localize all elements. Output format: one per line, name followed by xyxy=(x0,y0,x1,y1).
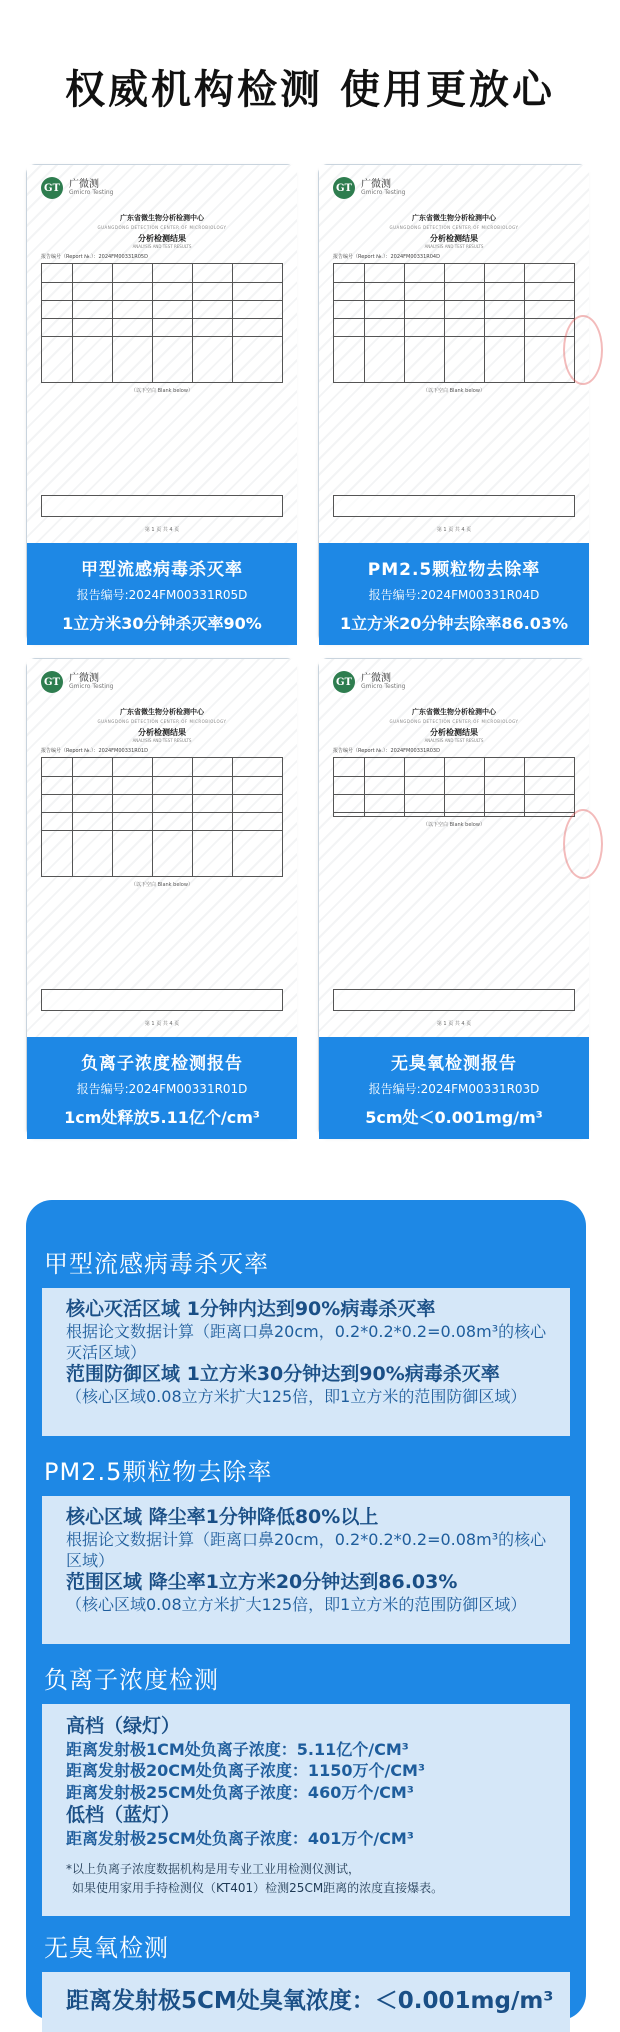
card-caption xyxy=(27,543,297,645)
doc-report-number: 报告编号（Report №.）：2024FM00331R03D xyxy=(333,748,440,754)
doc-title: 分析检测结果 xyxy=(138,234,186,243)
gmicro-logo xyxy=(41,177,283,199)
section-box-pm25 xyxy=(42,1496,570,1644)
card-report-number: 报告编号:2024FM00331R01D xyxy=(76,1082,248,1096)
doc-page-number: 第 1 页 共 4 页 xyxy=(144,527,180,533)
doc-page-number: 第 1 页 共 4 页 xyxy=(144,1021,180,1027)
report-document-image xyxy=(27,165,297,543)
doc-title-en: ANALYSIS AND TEST RESULTS xyxy=(132,738,192,743)
card-caption xyxy=(319,1037,589,1139)
pm-core-text: 根据论文数据计算（距离口鼻20cm，0.2*0.2*0.2=0.08m³的核心区域） xyxy=(66,1529,547,1570)
section-title-ozone: 无臭氧检测 xyxy=(44,1934,169,1962)
flu-range-text: （核心区域0.08立方米扩大125倍，即1立方米的范围防御区域） xyxy=(66,1387,527,1407)
report-card-flu xyxy=(26,164,296,644)
doc-org-en: GUANGDONG DETECTION CENTER OF MICROBIOLOGY xyxy=(97,719,227,724)
card-report-number: 报告编号:2024FM00331R03D xyxy=(368,1082,540,1096)
section-title-flu: 甲型流感病毒杀灭率 xyxy=(44,1250,269,1278)
card-report-number: 报告编号:2024FM00331R04D xyxy=(368,588,540,602)
doc-remarks xyxy=(41,495,283,517)
card-title: 甲型流感病毒杀灭率 xyxy=(81,560,243,580)
doc-org-en: GUANGDONG DETECTION CENTER OF MICROBIOLOGY xyxy=(389,225,519,230)
ion-high-20cm: 距离发射极20CM处负离子浓度：1150万个/CM³ xyxy=(66,1761,425,1781)
doc-results-table xyxy=(333,263,575,383)
gmicro-logo-icon: GT xyxy=(41,671,63,693)
ozone-result: 距离发射极5CM处臭氧浓度：＜0.001mg/m³ xyxy=(66,1988,554,2014)
doc-org: 广东省微生物分析检测中心 xyxy=(412,708,496,716)
doc-report-number: 报告编号（Report №.）：2024FM00331R01D xyxy=(41,748,148,754)
ion-low-25cm: 距离发射极25CM处负离子浓度：401万个/CM³ xyxy=(66,1829,414,1849)
logo-sub: Gmicro Testing xyxy=(69,683,114,691)
doc-org-en: GUANGDONG DETECTION CENTER OF MICROBIOLOGY xyxy=(389,719,519,724)
doc-title: 分析检测结果 xyxy=(430,234,478,243)
ion-low-heading: 低档（蓝灯） xyxy=(66,1804,181,1827)
doc-page-number: 第 1 页 共 4 页 xyxy=(436,1021,472,1027)
page-title: 权威机构检测 使用更放心 xyxy=(65,67,555,113)
card-title: 无臭氧检测报告 xyxy=(391,1054,517,1074)
seal-stamp-icon xyxy=(563,315,603,385)
logo-sub: Gmicro Testing xyxy=(361,683,406,691)
pm-range-text: （核心区域0.08立方米扩大125倍，即1立方米的范围防御区域） xyxy=(66,1595,527,1615)
gmicro-logo xyxy=(41,671,283,693)
doc-org: 广东省微生物分析检测中心 xyxy=(412,214,496,222)
doc-org: 广东省微生物分析检测中心 xyxy=(120,214,204,222)
ion-high-heading: 高档（绿灯） xyxy=(66,1715,181,1737)
pm-core-heading: 核心区域 降尘率1分钟降低80%以上 xyxy=(66,1506,379,1528)
doc-title-en: ANALYSIS AND TEST RESULTS xyxy=(424,738,484,743)
details-panel xyxy=(26,1200,586,2020)
flu-core-heading: 核心灭活区域 1分钟内达到90%病毒杀灭率 xyxy=(66,1298,436,1320)
doc-title-en: ANALYSIS AND TEST RESULTS xyxy=(424,244,484,249)
ion-high-25cm: 距离发射极25CM处负离子浓度：460万个/CM³ xyxy=(66,1782,414,1802)
logo-name: 广微测 xyxy=(361,673,391,685)
flu-range-heading: 范围防御区域 1立方米30分钟达到90%病毒杀灭率 xyxy=(66,1363,500,1386)
card-report-number: 报告编号:2024FM00331R05D xyxy=(76,588,248,602)
report-card-negative-ion xyxy=(26,658,296,1138)
logo-sub: Gmicro Testing xyxy=(361,189,406,197)
doc-org-en: GUANGDONG DETECTION CENTER OF MICROBIOLOGY xyxy=(97,225,227,230)
doc-results-table xyxy=(333,757,575,817)
report-document-image xyxy=(319,165,589,543)
doc-remarks xyxy=(333,989,575,1011)
doc-title: 分析检测结果 xyxy=(138,728,186,737)
report-document-image xyxy=(27,659,297,1037)
doc-title: 分析检测结果 xyxy=(430,728,478,737)
logo-name: 广微测 xyxy=(361,179,391,191)
report-document-image xyxy=(319,659,589,1037)
ion-high-1cm: 距离发射极1CM处负离子浓度：5.11亿个/CM³ xyxy=(66,1739,409,1759)
ion-note-1: *以上负离子浓度数据机构是用专业工业用检测仪测试， xyxy=(66,1861,361,1876)
gmicro-logo xyxy=(333,671,575,693)
logo-name: 广微测 xyxy=(69,179,99,191)
card-result: 1立方米30分钟杀灭率90% xyxy=(62,614,262,633)
doc-blank-below: （以下空白 Blank below） xyxy=(131,882,193,888)
doc-blank-below: （以下空白 Blank below） xyxy=(423,388,485,394)
doc-org: 广东省微生物分析检测中心 xyxy=(120,708,204,716)
card-title: 负离子浓度检测报告 xyxy=(81,1054,243,1074)
card-caption xyxy=(27,1037,297,1139)
flu-core-text: 根据论文数据计算（距离口鼻20cm，0.2*0.2*0.2=0.08m³的核心灭活区域） xyxy=(66,1321,547,1362)
report-card-pm25 xyxy=(318,164,588,644)
section-box-flu xyxy=(42,1288,570,1436)
seal-stamp-icon xyxy=(563,809,603,879)
doc-page-number: 第 1 页 共 4 页 xyxy=(436,527,472,533)
section-title-pm25: PM2.5颗粒物去除率 xyxy=(44,1458,273,1486)
pm-range-heading: 范围区域 降尘率1立方米20分钟达到86.03% xyxy=(66,1571,458,1594)
doc-report-number: 报告编号（Report №.）：2024FM00331R04D xyxy=(333,254,440,260)
section-box-ozone xyxy=(42,1972,570,2032)
doc-results-table xyxy=(41,757,283,877)
doc-remarks xyxy=(41,989,283,1011)
card-result: 5cm处＜0.001mg/m³ xyxy=(365,1108,543,1127)
card-caption xyxy=(319,543,589,645)
doc-blank-below: （以下空白 Blank below） xyxy=(423,822,485,828)
section-title-ion: 负离子浓度检测 xyxy=(44,1666,219,1694)
gmicro-logo xyxy=(333,177,575,199)
gmicro-logo-icon: GT xyxy=(333,177,355,199)
logo-sub: Gmicro Testing xyxy=(69,189,114,197)
card-title: PM2.5颗粒物去除率 xyxy=(367,560,541,580)
report-card-ozone xyxy=(318,658,588,1138)
doc-title-en: ANALYSIS AND TEST RESULTS xyxy=(132,244,192,249)
doc-results-table xyxy=(41,263,283,383)
card-result: 1立方米20分钟去除率86.03% xyxy=(339,614,569,633)
logo-name: 广微测 xyxy=(69,673,99,685)
gmicro-logo-icon: GT xyxy=(333,671,355,693)
gmicro-logo-icon: GT xyxy=(41,177,63,199)
ion-note-2: 如果使用家用手持检测仪（KT401）检测25CM距离的浓度直接爆表。 xyxy=(72,1880,444,1895)
doc-report-number: 报告编号（Report №.）：2024FM00331R05D xyxy=(41,254,148,260)
section-box-ion xyxy=(42,1704,570,1916)
card-result: 1cm处释放5.11亿个/cm³ xyxy=(64,1108,260,1127)
doc-blank-below: （以下空白 Blank below） xyxy=(131,388,193,394)
doc-remarks xyxy=(333,495,575,517)
